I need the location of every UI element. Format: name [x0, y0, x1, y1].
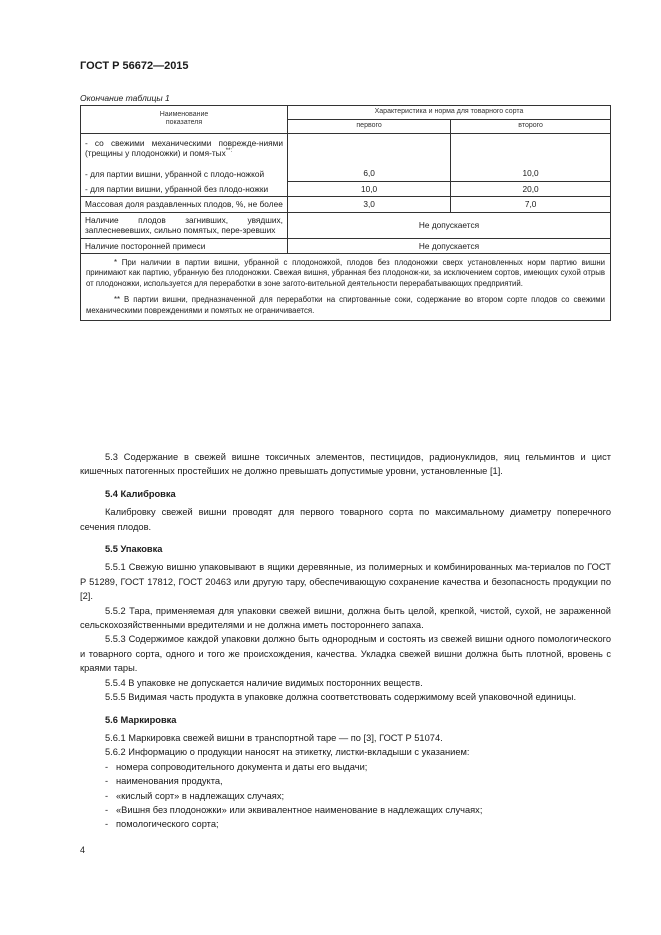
value-first: 3,0 — [288, 197, 451, 212]
value-second: 7,0 — [451, 197, 611, 212]
value-second: 20,0 — [451, 182, 611, 197]
paragraph-5-3: 5.3 Содержание в свежей вишне токсичных элементов, пестицидов, радионуклидов, яиц гельминтов и цист кишечных патогенных простейших не должно превышать допустимые уровни, установленные [1]. — [80, 452, 611, 477]
paragraph-5-5-4: 5.5.4 В упаковке не допускается наличие видимых посторонних веществ. — [105, 677, 423, 688]
row-name: Наличие посторонней примеси — [81, 238, 288, 253]
row-name: - для партии вишни, убранной без плодо-ножки — [81, 182, 288, 197]
row-name: - для партии вишни, убранной с плодо-ножкой — [85, 169, 265, 180]
col-header-first: первого — [288, 119, 451, 133]
row-name: Наличие плодов загнивших, увядших, заплесневевших, сильно помятых, пере-зревших — [81, 212, 288, 238]
paragraph-5-5-1: 5.5.1 Свежую вишню упаковывают в ящики деревянные, из полимерных и комбинированных ма-териалов по ГОСТ Р 51289, ГОСТ 17812, ГОСТ 20463 или другую тару, обеспечивающую сохранение качества и безопасность продукции по [2]. — [80, 562, 611, 602]
document-id: ГОСТ Р 56672—2015 — [80, 60, 189, 72]
paragraph-5-5-3: 5.5.3 Содержимое каждой упаковки должно быть однородным и состоять из свежей вишни одного помологического и товарного сорта, одного и того же происхождения, качества. Укладка свежей вишни должна быть плотной, вровень с краями тары. — [80, 634, 611, 674]
table-row — [81, 197, 611, 212]
value-second: 10,0 — [451, 133, 611, 182]
col-header-second: второго — [451, 119, 611, 133]
paragraph-5-5-5: 5.5.5 Видимая часть продукта в упаковке должна соответствовать содержимому всей упаковочной единицы. — [105, 692, 577, 703]
heading-5-4: 5.4 Калибровка — [105, 488, 176, 499]
table-row — [81, 212, 611, 238]
value-first: 6,0 — [288, 133, 451, 182]
value-first: 10,0 — [288, 182, 451, 197]
footnote-1: * При наличии в партии вишни, убранной с плодоножкой, плодов без плодоножки сверх установленных норм партию вишни принимают как партию, убранную без плодоножки. Свежая вишня, убранная без плодонож-ки, за исключением сортов, имеющих сухой отрыв от плодоножки, используется для переработки в зоне загото-вительной деятельности перерабатывающих предприятий. — [86, 257, 605, 288]
quality-table — [80, 105, 611, 321]
row-name: Массовая доля раздавленных плодов, %, не более — [81, 197, 288, 212]
list-item: - «кислый сорт» в надлежащих случаях; — [105, 790, 285, 801]
value-merged: Не допускается — [288, 212, 611, 238]
footnote-2: ** В партии вишни, предназначенной для переработки на спиртованные соки, содержание во втором сорте плодов со свежими механическими повреждениями и помятых не ограничивается. — [86, 295, 605, 315]
page-number: 4 — [80, 845, 86, 855]
paragraph-5-4: Калибровку свежей вишни проводят для первого товарного сорта по максимальному диаметру поперечного сечения плодов. — [80, 507, 611, 532]
list-item: - наименования продукта, — [105, 776, 223, 787]
col-header-name: Наименование показателя — [81, 106, 288, 134]
list-item: - номера сопроводительного документа и даты его выдачи; — [105, 761, 368, 772]
table-row — [81, 238, 611, 253]
col-header-group: Характеристика и норма для товарного сорта — [288, 106, 611, 120]
heading-5-6: 5.6 Маркировка — [105, 714, 177, 725]
table-row — [81, 133, 611, 182]
paragraph-5-5-2: 5.5.2 Тара, применяемая для упаковки свежей вишни, должна быть целой, крепкой, чистой, сухой, не зараженной сельскохозяйственными вредителями и не должна иметь постороннего запаха. — [80, 605, 611, 631]
table-notes — [81, 253, 611, 321]
value-merged: Не допускается — [288, 238, 611, 253]
list-item: - «Вишня без плодоножки» или эквивалентное наименование в надлежащих случаях; — [105, 804, 483, 815]
table-row — [81, 182, 611, 197]
table-caption: Окончание таблицы 1 — [80, 93, 170, 103]
heading-5-5: 5.5 Упаковка — [105, 544, 163, 555]
body-text — [80, 450, 611, 832]
paragraph-5-6-2: 5.6.2 Информацию о продукции наносят на этикетку, листки-вкладыши с указанием: — [105, 747, 470, 758]
list-item: - помологического сорта; — [105, 819, 219, 830]
paragraph-5-6-1: 5.6.1 Маркировка свежей вишни в транспортной таре — по [3], ГОСТ Р 51074. — [105, 732, 443, 743]
row-name: - со свежими механическими поврежде-ниями (трещины у плодоножки) и помя-тых**: - для партии вишни, убранной с плодо-ножкой — [81, 133, 288, 182]
